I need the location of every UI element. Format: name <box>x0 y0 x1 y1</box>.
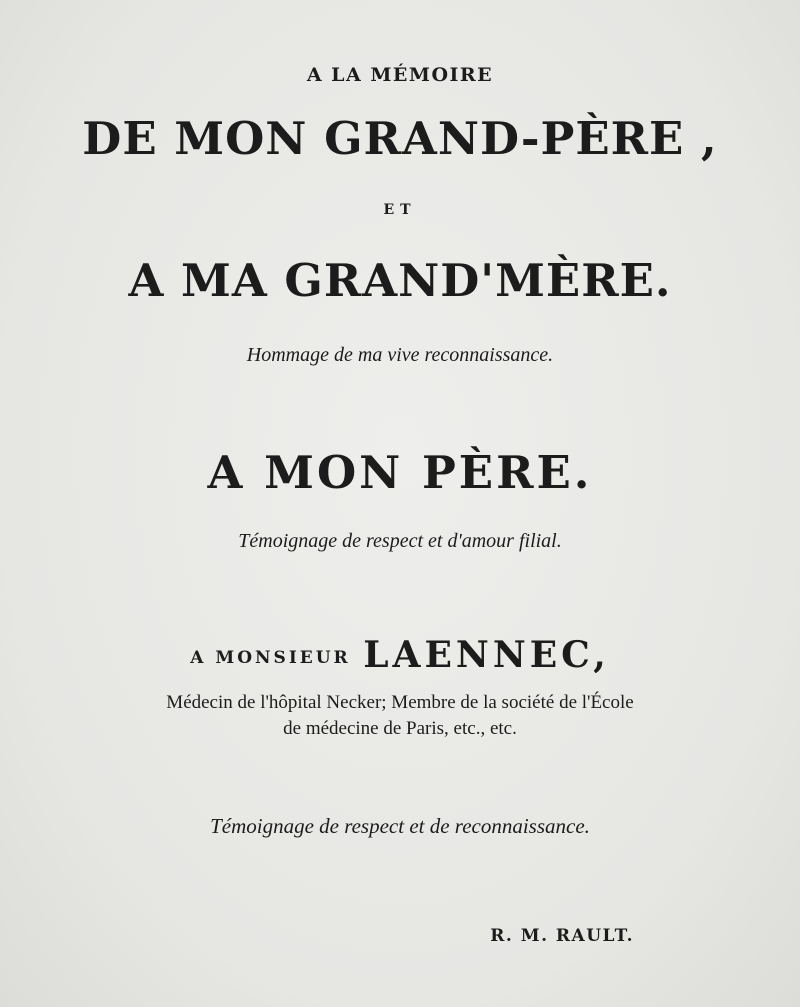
dedication-reconnaissance: Témoignage de respect et de reconnaissance. <box>210 814 590 838</box>
dedication-laennec <box>0 634 800 676</box>
dedication-title-line1: Médecin de l'hôpital Necker; Membre de la société de l'École <box>166 692 634 713</box>
dedication-laennec-name: LAENNEC, <box>363 634 610 676</box>
dedication-father: A MON PÈRE. <box>207 446 593 499</box>
dedication-title-line2: de médecine de Paris, etc., etc. <box>283 718 517 739</box>
dedication-hommage: Hommage de ma vive reconnaissance. <box>246 344 554 366</box>
dedication-heading: A LA MÉMOIRE <box>306 64 494 86</box>
dedication-grandmother: A MA GRAND'MÈRE. <box>128 254 672 307</box>
dedication-filial: Témoignage de respect et d'amour filial. <box>238 530 562 552</box>
author-signature: R. M. RAULT. <box>490 926 634 946</box>
dedication-conjunction: ET <box>383 202 417 218</box>
dedication-grandfather: DE MON GRAND-PÈRE , <box>82 112 718 165</box>
dedication-monsieur-prefix: A MONSIEUR <box>190 648 351 668</box>
